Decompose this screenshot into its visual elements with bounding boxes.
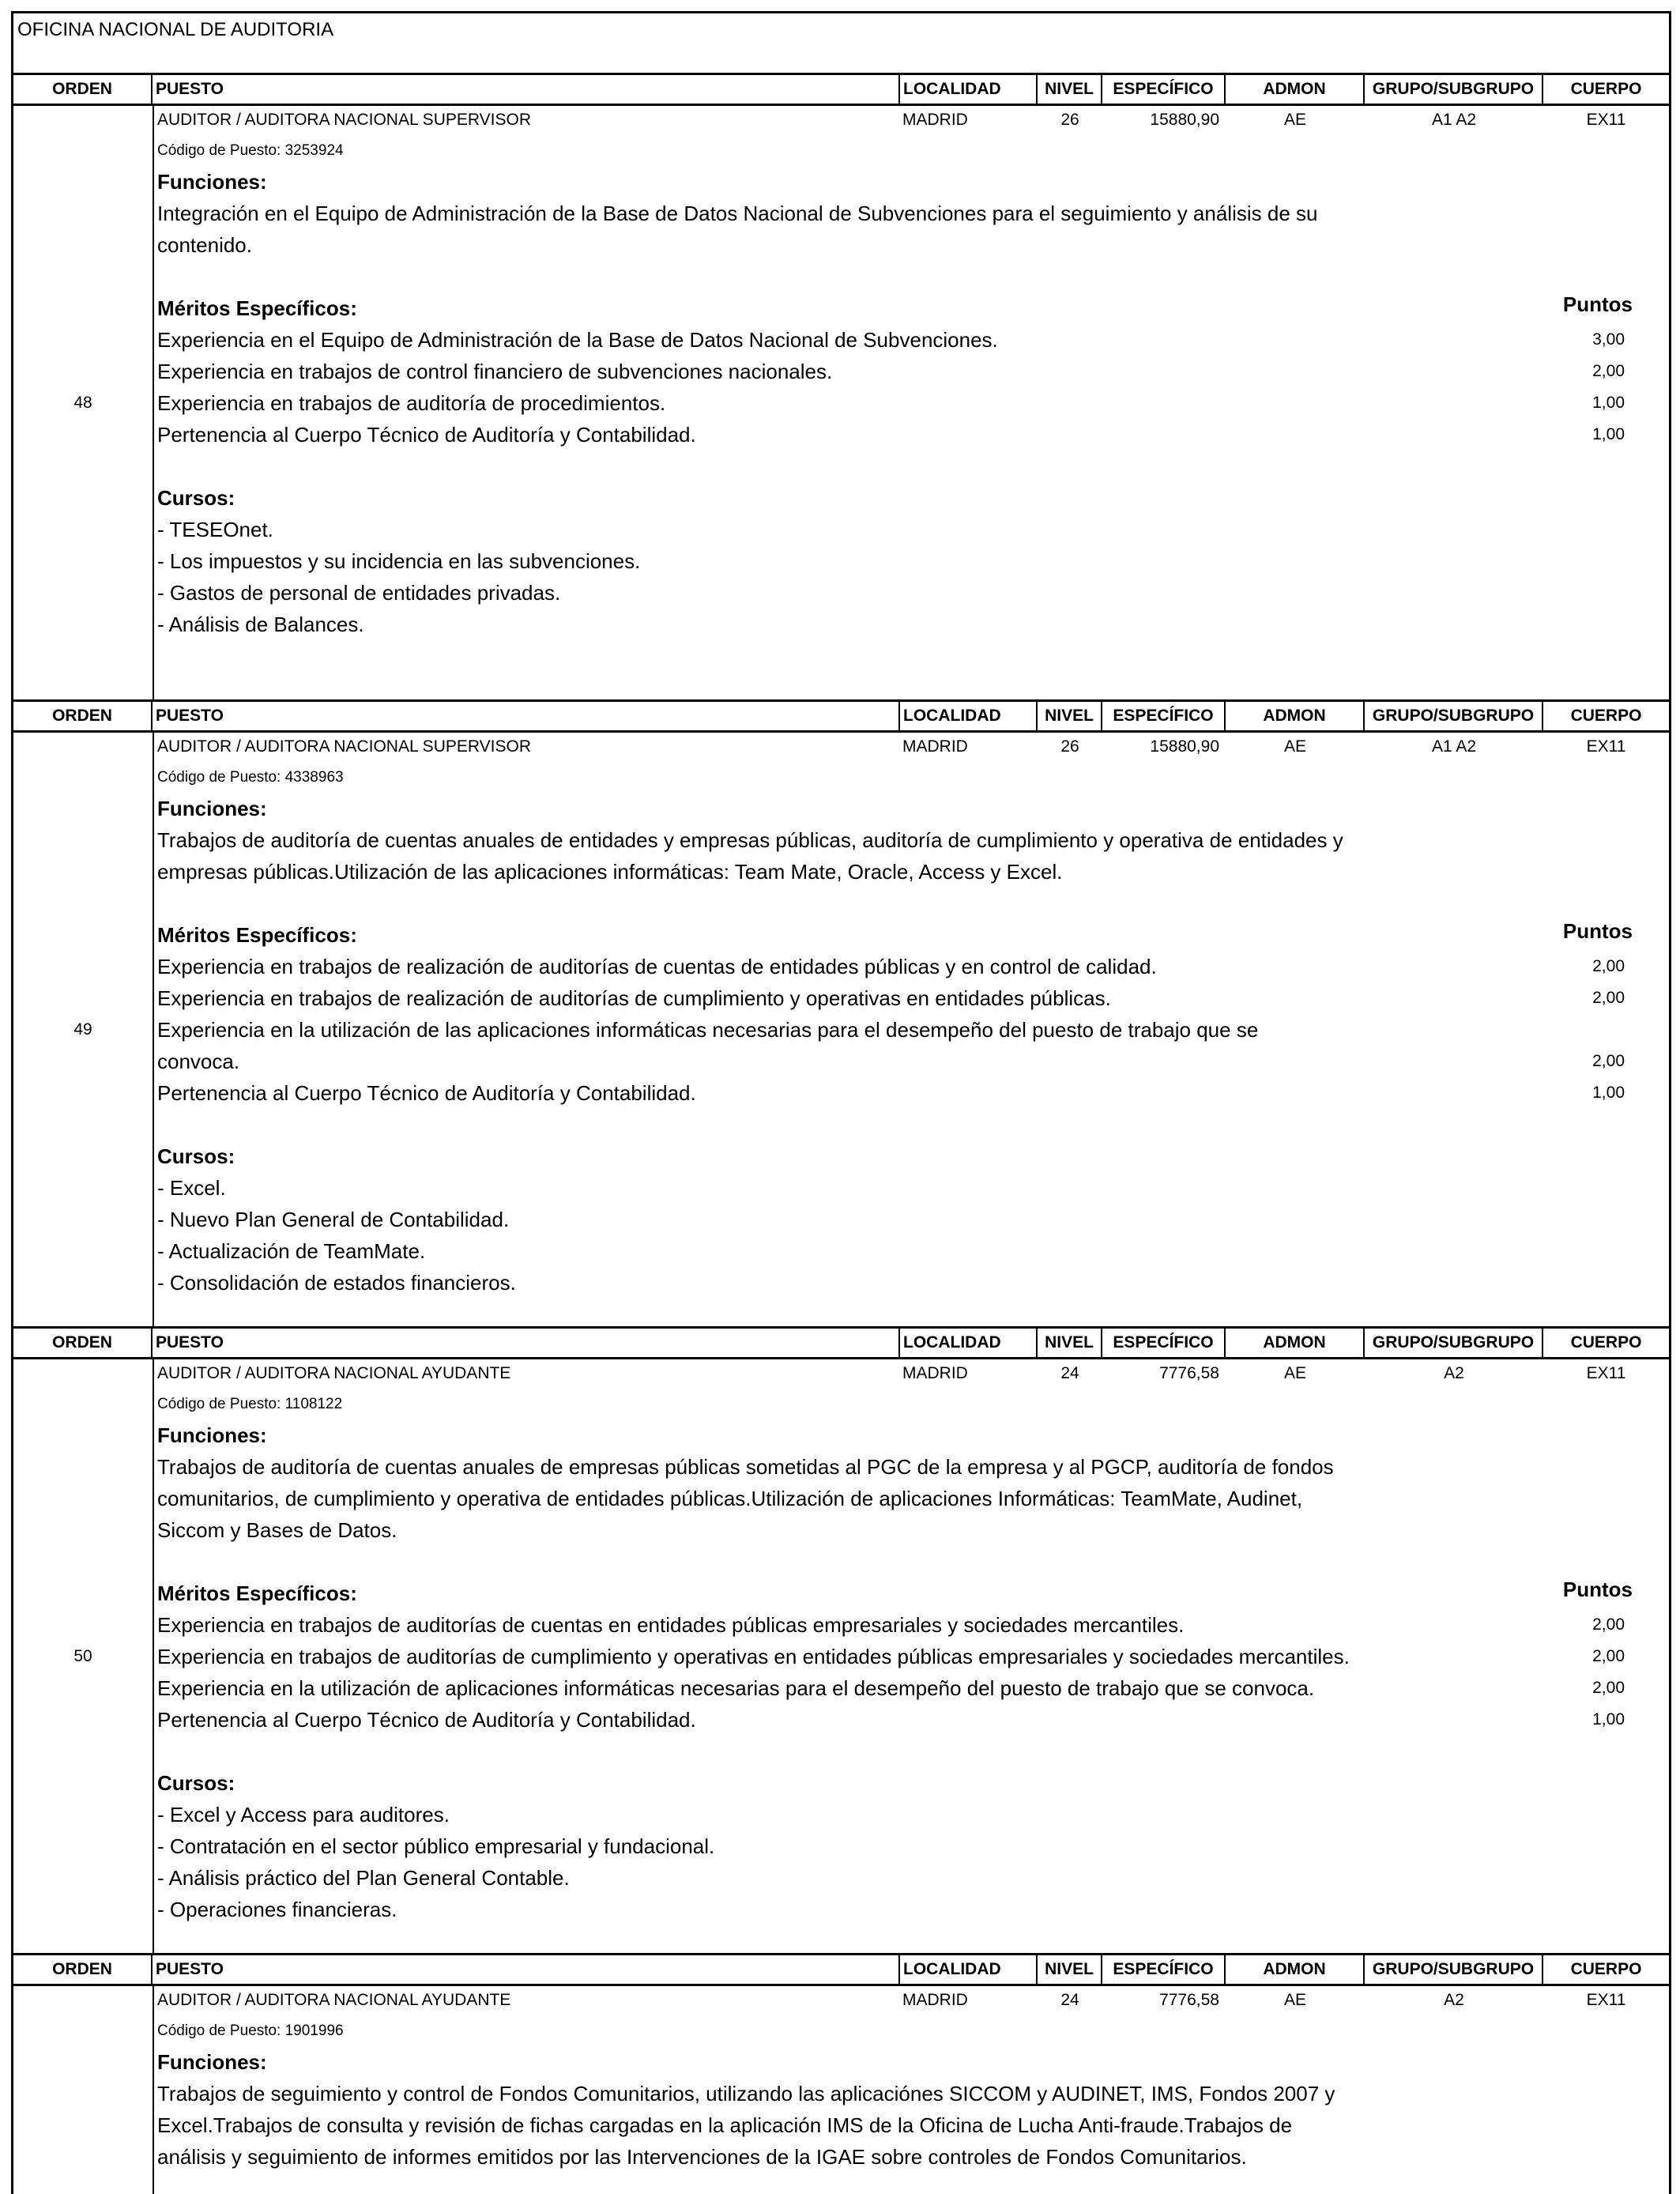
header-nivel: NIVEL	[1038, 1329, 1102, 1357]
cursos-label: Cursos:	[157, 1771, 235, 1795]
job-grupo: A2	[1444, 1991, 1464, 2009]
job-localidad: MADRID	[902, 111, 968, 129]
merito-puntos: 2,00	[1592, 1052, 1625, 1070]
meritos-label: Méritos Específicos:	[157, 1581, 357, 1605]
job-entry	[11, 106, 1671, 699]
curso-item: - Actualización de TeamMate.	[157, 1239, 426, 1263]
merito-text: Experiencia en trabajos de auditorías de cumplimiento y operativas en entidades públicas empresariales y sociedades mercantiles.	[157, 1645, 1350, 1668]
merito-puntos: 3,00	[1592, 330, 1625, 349]
job-puesto: AUDITOR / AUDITORA NACIONAL AYUDANTE	[157, 1364, 511, 1382]
funciones-label: Funciones:	[157, 1423, 267, 1447]
funciones-text: análisis y seguimiento de informes emitidos por las Intervenciones de la IGAE sobre controles de Fondos Comunitarios.	[157, 2145, 1247, 2169]
header-admon: ADMON	[1226, 1955, 1365, 1984]
funciones-label: Funciones:	[157, 170, 267, 194]
merito-text: Experiencia en trabajos de auditoría de procedimientos.	[157, 391, 666, 415]
header-orden: ORDEN	[13, 702, 153, 730]
merito-text: Experiencia en trabajos de realización de auditorías de cumplimiento y operativas en entidades públicas.	[157, 986, 1111, 1010]
funciones-label: Funciones:	[157, 2050, 267, 2074]
header-cuerpo: CUERPO	[1570, 1333, 1642, 1351]
meritos-label: Méritos Específicos:	[157, 296, 357, 320]
funciones-text: Trabajos de auditoría de cuentas anuales de empresas públicas sometidas al PGC de la empresa y al PGCP, auditoría de fondos	[157, 1455, 1334, 1479]
merito-text: Pertenencia al Cuerpo Técnico de Auditoría y Contabilidad.	[157, 1081, 696, 1105]
cursos-label: Cursos:	[157, 486, 235, 510]
merito-puntos: 2,00	[1592, 989, 1625, 1007]
orden-separator	[153, 1359, 154, 1953]
job-especifico: 7776,58	[1159, 1364, 1219, 1382]
header-puesto: PUESTO	[153, 1329, 900, 1357]
header-nivel: NIVEL	[1038, 1955, 1102, 1984]
column-header-row	[11, 1326, 1671, 1359]
header-admon: ADMON	[1226, 702, 1365, 730]
merito-puntos: 1,00	[1592, 425, 1625, 443]
header-grupo: GRUPO/SUBGRUPO	[1365, 702, 1543, 730]
merito-text: Experiencia en trabajos de auditorías de cuentas en entidades públicas empresariales y sociedades mercantiles.	[157, 1613, 1185, 1637]
meritos-label: Méritos Específicos:	[157, 923, 357, 947]
orden-separator	[153, 106, 154, 699]
job-entry	[11, 1359, 1671, 1953]
merito-text: Pertenencia al Cuerpo Técnico de Auditoría y Contabilidad.	[157, 1708, 696, 1732]
job-nivel: 26	[1060, 111, 1079, 129]
header-orden: ORDEN	[13, 1955, 153, 1984]
job-nivel: 24	[1060, 1991, 1079, 2009]
funciones-text: Integración en el Equipo de Administración de la Base de Datos Nacional de Subvenciones para el seguimiento y análisis de su	[157, 202, 1318, 225]
job-admon: AE	[1283, 737, 1306, 756]
curso-item: - Los impuestos y su incidencia en las subvenciones.	[157, 549, 641, 573]
merito-puntos: 2,00	[1592, 362, 1625, 380]
job-entry	[11, 1986, 1671, 2194]
orden-number: 49	[73, 1020, 92, 1039]
job-cuerpo: EX11	[1586, 111, 1626, 129]
office-title: OFICINA NACIONAL DE AUDITORIA	[17, 19, 334, 40]
job-puesto: AUDITOR / AUDITORA NACIONAL AYUDANTE	[157, 1991, 511, 2009]
funciones-text: Siccom y Bases de Datos.	[157, 1518, 397, 1542]
job-nivel: 26	[1060, 737, 1079, 756]
funciones-text: Trabajos de seguimiento y control de Fondos Comunitarios, utilizando las aplicaciónes SICCOM y AUDINET, IMS, Fondos 2007 y	[157, 2082, 1335, 2105]
merito-text: Experiencia en la utilización de aplicaciones informáticas necesarias para el desempeño del puesto de trabajo que se convoca.	[157, 1676, 1315, 1700]
orden-number: 48	[73, 394, 92, 412]
job-grupo: A1 A2	[1431, 737, 1477, 756]
column-header-row	[11, 1953, 1671, 1986]
header-grupo: GRUPO/SUBGRUPO	[1365, 1329, 1543, 1357]
header-nivel: NIVEL	[1038, 702, 1102, 730]
header-admon: ADMON	[1226, 75, 1365, 104]
job-puesto: AUDITOR / AUDITORA NACIONAL SUPERVISOR	[157, 111, 532, 129]
merito-puntos: 1,00	[1592, 394, 1625, 412]
funciones-text: comunitarios, de cumplimiento y operativa de entidades públicas.Utilización de aplicaciones Informáticas: TeamMate, Audinet,	[157, 1487, 1303, 1510]
header-localidad: LOCALIDAD	[900, 75, 1038, 104]
funciones-label: Funciones:	[157, 797, 267, 820]
job-code: Código de Puesto: 1108122	[157, 1396, 343, 1412]
job-localidad: MADRID	[902, 1364, 968, 1382]
merito-puntos: 2,00	[1592, 1679, 1625, 1697]
job-nivel: 24	[1060, 1364, 1079, 1382]
job-cuerpo: EX11	[1586, 1991, 1626, 2009]
column-header-row	[11, 73, 1671, 106]
header-especifico: ESPECÍFICO	[1102, 1329, 1226, 1357]
orden-separator	[153, 1986, 154, 2194]
curso-item: - Contratación en el sector público empresarial y fundacional.	[157, 1834, 715, 1858]
funciones-text: empresas públicas.Utilización de las aplicaciones informáticas: Team Mate, Oracle, Access y Excel.	[157, 860, 1063, 884]
funciones-text: Trabajos de auditoría de cuentas anuales de entidades y empresas públicas, auditoría de cumplimiento y operativa de entidades y	[157, 828, 1343, 852]
job-code: Código de Puesto: 4338963	[157, 769, 344, 786]
curso-item: - TESEOnet.	[157, 518, 273, 541]
job-grupo: A1 A2	[1431, 111, 1477, 129]
header-puesto: PUESTO	[153, 702, 900, 730]
puntos-label: Puntos	[1562, 919, 1633, 943]
job-localidad: MADRID	[902, 737, 968, 756]
curso-item: - Análisis de Balances.	[157, 613, 364, 636]
header-especifico: ESPECÍFICO	[1102, 702, 1226, 730]
job-admon: AE	[1283, 1364, 1306, 1382]
header-localidad: LOCALIDAD	[900, 702, 1038, 730]
funciones-text: contenido.	[157, 233, 252, 257]
job-entry	[11, 733, 1671, 1326]
header-localidad: LOCALIDAD	[900, 1955, 1038, 1984]
job-localidad: MADRID	[902, 1991, 968, 2009]
job-puesto: AUDITOR / AUDITORA NACIONAL SUPERVISOR	[157, 737, 532, 756]
cursos-label: Cursos:	[157, 1144, 235, 1168]
job-especifico: 15880,90	[1150, 737, 1219, 756]
header-nivel: NIVEL	[1038, 75, 1102, 104]
header-grupo: GRUPO/SUBGRUPO	[1365, 75, 1543, 104]
header-cuerpo: CUERPO	[1570, 80, 1642, 98]
merito-puntos: 1,00	[1592, 1084, 1625, 1102]
puntos-label: Puntos	[1562, 292, 1633, 316]
funciones-text: Excel.Trabajos de consulta y revisión de fichas cargadas en la aplicación IMS de la Oficina de Lucha Anti-fraude.Trabajos de	[157, 2113, 1293, 2137]
merito-puntos: 2,00	[1592, 957, 1625, 975]
merito-text: Experiencia en el Equipo de Administración de la Base de Datos Nacional de Subvenciones.	[157, 328, 998, 352]
orden-separator	[153, 733, 154, 1326]
job-especifico: 7776,58	[1159, 1991, 1219, 2009]
job-admon: AE	[1283, 111, 1306, 129]
curso-item: - Gastos de personal de entidades privadas.	[157, 581, 561, 605]
merito-text: Experiencia en la utilización de las aplicaciones informáticas necesarias para el desempeño del puesto de trabajo que se	[157, 1018, 1259, 1042]
job-grupo: A2	[1444, 1364, 1464, 1382]
orden-number: 50	[73, 1647, 92, 1665]
job-especifico: 15880,90	[1150, 111, 1219, 129]
curso-item: - Nuevo Plan General de Contabilidad.	[157, 1208, 510, 1231]
job-cuerpo: EX11	[1586, 737, 1626, 756]
job-admon: AE	[1283, 1991, 1306, 2009]
header-orden: ORDEN	[13, 75, 153, 104]
header-especifico: ESPECÍFICO	[1102, 75, 1226, 104]
job-code: Código de Puesto: 3253924	[157, 142, 344, 159]
curso-item: - Análisis práctico del Plan General Contable.	[157, 1866, 570, 1890]
merito-text: Pertenencia al Cuerpo Técnico de Auditoría y Contabilidad.	[157, 423, 696, 447]
column-header-row	[11, 699, 1671, 733]
merito-puntos: 1,00	[1592, 1710, 1625, 1728]
header-especifico: ESPECÍFICO	[1102, 1955, 1226, 1984]
curso-item: - Excel y Access para auditores.	[157, 1803, 450, 1826]
header-localidad: LOCALIDAD	[900, 1329, 1038, 1357]
curso-item: - Excel.	[157, 1176, 226, 1200]
job-cuerpo: EX11	[1586, 1364, 1626, 1382]
merito-text: Experiencia en trabajos de control financiero de subvenciones nacionales.	[157, 360, 833, 383]
header-admon: ADMON	[1226, 1329, 1365, 1357]
job-code: Código de Puesto: 1901996	[157, 2022, 344, 2039]
puntos-label: Puntos	[1562, 1578, 1633, 1601]
curso-item: - Consolidación de estados financieros.	[157, 1271, 516, 1295]
merito-puntos: 2,00	[1592, 1647, 1625, 1665]
merito-puntos: 2,00	[1592, 1615, 1625, 1634]
header-puesto: PUESTO	[153, 1955, 900, 1984]
curso-item: - Operaciones financieras.	[157, 1898, 397, 1921]
merito-text: Experiencia en trabajos de realización de auditorías de cuentas de entidades públicas y en control de calidad.	[157, 955, 1157, 978]
header-cuerpo: CUERPO	[1570, 1960, 1642, 1978]
header-orden: ORDEN	[13, 1329, 153, 1357]
header-cuerpo: CUERPO	[1570, 707, 1642, 725]
header-grupo: GRUPO/SUBGRUPO	[1365, 1955, 1543, 1984]
header-puesto: PUESTO	[153, 75, 900, 104]
merito-text: convoca.	[157, 1050, 240, 1073]
